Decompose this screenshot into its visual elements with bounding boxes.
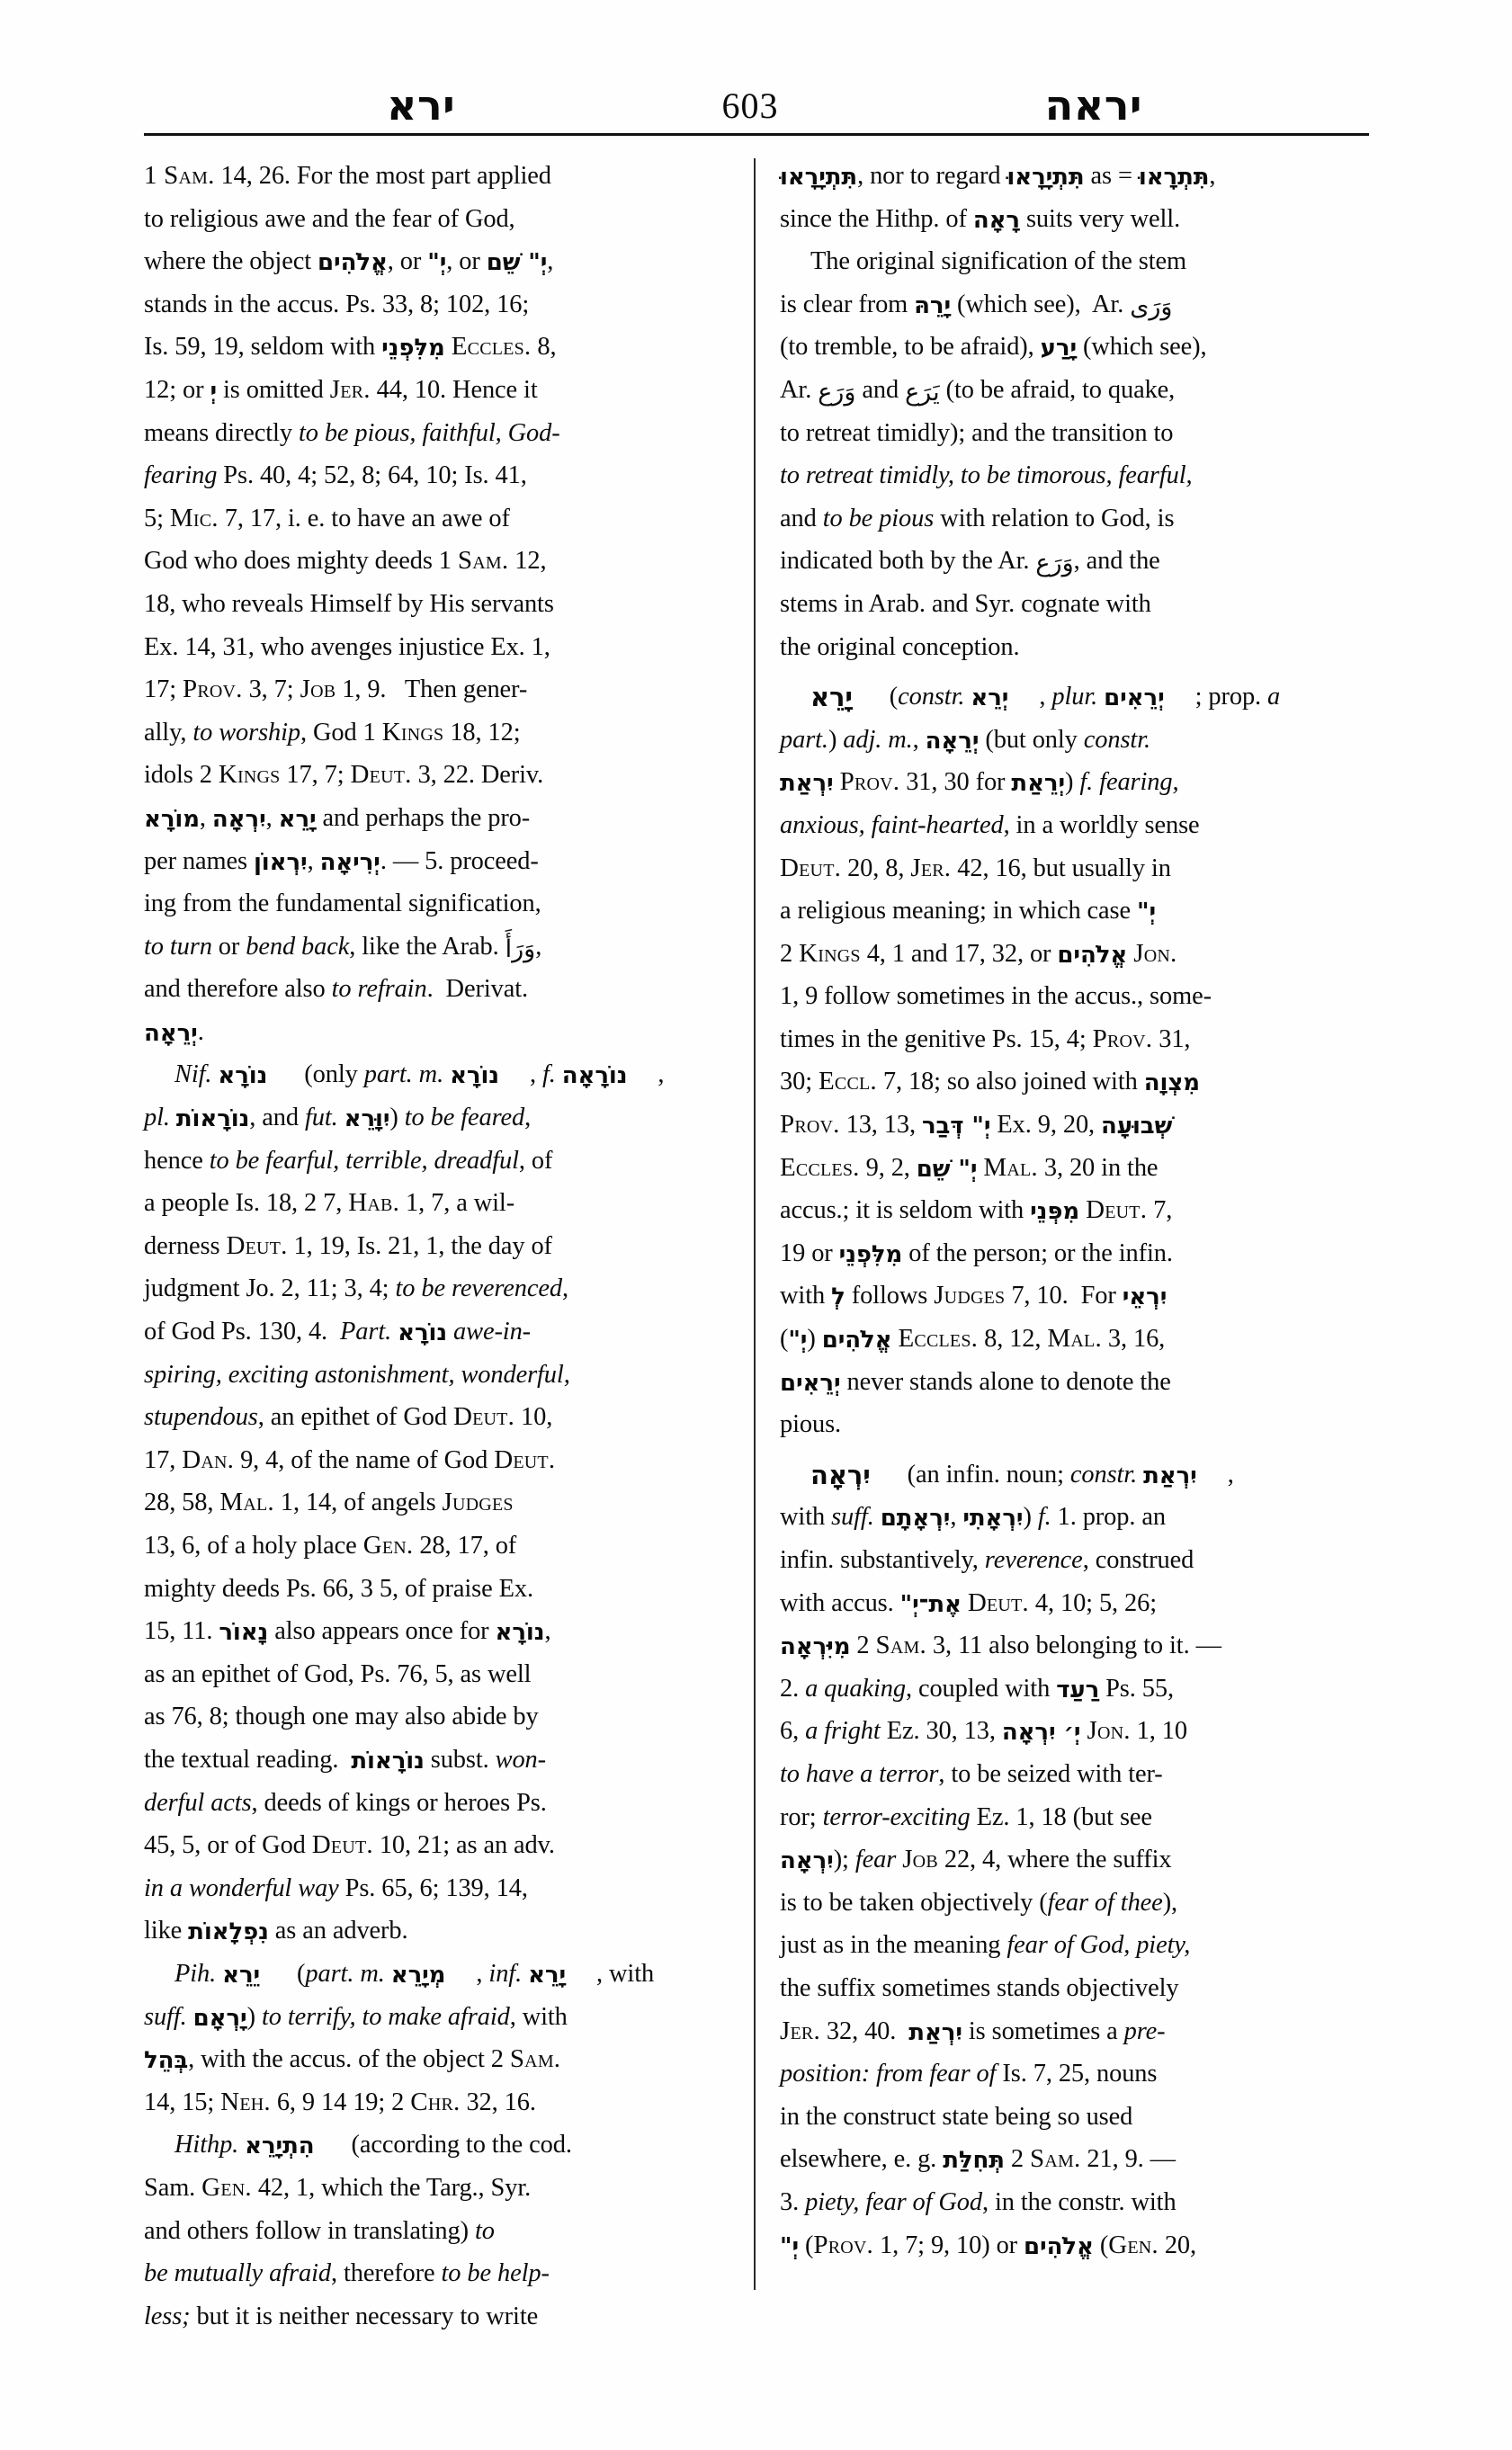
header-rule — [144, 133, 1369, 136]
running-head-right-headword: יראה — [1044, 81, 1142, 130]
running-head — [144, 56, 1367, 130]
left-column: 1 Sam. 14, 26. For the most part applied to religious awe and the fear of God, where the object אֱלֹהִים, or יְ", or יְ" שֵׁם, stands in the accus. Ps. 33, 8; 102, 16; Is. 59, 19, seldom with מִלִּפְנֵי Eccles. 8, 12; or יְ is omitted Jer. 44, 10. Hence it means directly to be pious, faithful, God- fearing Ps. 40, 4; 52, 8; 64, 10; Is. 41, 5; Mic. 7, 17, i. e. to have an awe of God who does mighty deeds 1 Sam. 12, 18, who reveals Himself by His servants Ex. 14, 31, who avenges injustice Ex. 1, 17; Prov. 3, 7; Job 1, 9. Then gener- ally, to worship, God 1 Kings 18, 12; idols 2 Kings 17, 7; Deut. 3, 22. Deriv. מוֹרָא, יִרְאָה, יָרֵא and perhaps the pro- per names יִרְאוֹן, יְרִיאָה. — 5. proceed- ing from the fundamental signification, to turn or bend back, like the Arab. وَرَأَ, and therefore also to refrain. Derivat. יְרֵאָה. Nif. נוֹרָא (only part. m. נוֹרָא , f. נוֹרָאָה , pl. נוֹרָאוֹת, and fut. יִוָּרֵא) to be feared, hence to be fearful, terrible, dreadful, of a people Is. 18, 2 7, Hab. 1, 7, a wil- derness Deut. 1, 19, Is. 21, 1, the day of judgment Jo. 2, 11; 3, 4; to be reverenced, of God Ps. 130, 4. Part. נוֹרָא awe-in- spiring, exciting astonishment, wonderful, stupendous, an epithet of God Deut. 10, 17, Dan. 9, 4, of the name of God Deut. 28, 58, Mal. 1, 14, of angels Judges 13, 6, of a holy place Gen. 28, 17, of mighty deeds Ps. 66, 3 5, of praise Ex. 15, 11. נָאוֹר also appears once for נוֹרָא, as an epithet of God, Ps. 76, 5, as well as 76, 8; though one may also abide by the textual reading. נוֹרָאוֹת subst. won- derful acts, deeds of kings or heroes Ps. 45, 5, or of God Deut. 10, 21; as an adv. in a wonderful way Ps. 65, 6; 139, 14, like נִפְלָאוֹת as an adverb. Pih. יֵרֵא (part. m. מְיָרֵא , inf. יָרֵא , with suff. יָרְאָם) to terrify, to make afraid, with בְּהֵל, with the accus. of the object 2 Sam. 14, 15; Neh. 6, 9 14 19; 2 Chr. 32, 16. Hithp. הִתְיָרֵא (according to the cod. Sam. Gen. 42, 1, which the Targ., Syr. and others follow in translating) to be mutually afraid, therefore to be help- less; but it is neither necessary to write — [144, 161, 665, 2330]
body-columns — [144, 155, 1369, 2330]
page-number: 603 — [721, 85, 779, 126]
running-head-left-headword: ירא — [387, 81, 456, 130]
right-column: תִּתְיָרָאוּ, nor to regard תִּתְיָרָאוּ as = תִּתְרָאוּ, since the Hithp. of רָאָה suits very well. The original signification of the stem is clear from יָרֵהּ (which see), Ar. وَرَى (to tremble, to be afraid), יָרַע (which see), Ar. وَرَع and يَرَع (to be afraid, to quake, to retreat timidly); and the transition to to retreat timidly, to be timorous, fearful, and to be pious with relation to God, is indicated both by the Ar. وَرَع, and the stems in Arab. and Syr. cognate with the original conception. יָרֵא (constr. יְרֵא , plur. יְרֵאִים ; prop. a part.) adj. m., יְרֵאָה (but only constr. יִרְאַת Prov. 31, 30 for יְרֵאַת) f. fearing, anxious, faint-hearted, in a worldly sense Deut. 20, 8, Jer. 42, 16, but usually in a religious meaning; in which case יְ" 2 Kings 4, 1 and 17, 32, or אֱלֹהִים Jon. 1, 9 follow sometimes in the accus., some- times in the genitive Ps. 15, 4; Prov. 31, 30; Eccl. 7, 18; so also joined with מִצְוָה Prov. 13, 13, יְ" דְּבַר Ex. 9, 20, שְׁבוּעָה Eccles. 9, 2, יְ" שֵׁם Mal. 3, 20 in the accus.; it is seldom with מִפְּנֵי Deut. 7, 19 or מִלִּפְנֵי of the person; or the infin. with לְ follows Judges 7, 10. For יִרְאֵי (יְ") אֱלֹהִים Eccles. 8, 12, Mal. 3, 16, יְרֵאִים never stands alone to denote the pious. יִרְאָה (an infin. noun; constr. יִרְאַת , with suff. יִרְאָתָם, יִרְאָתִי) f. 1. prop. an infin. substantively, reverence, construed with accus. אֶת־יְ" Deut. 4, 10; 5, 26; מִיִּרְאָה 2 Sam. 3, 11 also belonging to it. — 2. a quaking, coupled with רַעַד Ps. 55, 6, a fright Ez. 30, 13, יְ׳ יִרְאָה Jon. 1, 10 to have a terror, to be seized with ter- ror; terror-exciting Ez. 1, 18 (but see יִרְאָה); fear Job 22, 4, where the suffix is to be taken objectively (fear of thee), just as in the meaning fear of God, piety, the suffix sometimes stands objectively Jer. 32, 40. יִרְאַת is sometimes a pre- position: from fear of Is. 7, 25, nouns in the construct state being so used elsewhere, e. g. תְּחִלַּת 2 Sam. 21, 9. — 3. piety, fear of God, in the constr. with יְ" (Prov. 1, 7; 9, 10) or אֱלֹהִים (Gen. 20, — [780, 162, 1281, 2260]
column-divider — [754, 158, 756, 2290]
